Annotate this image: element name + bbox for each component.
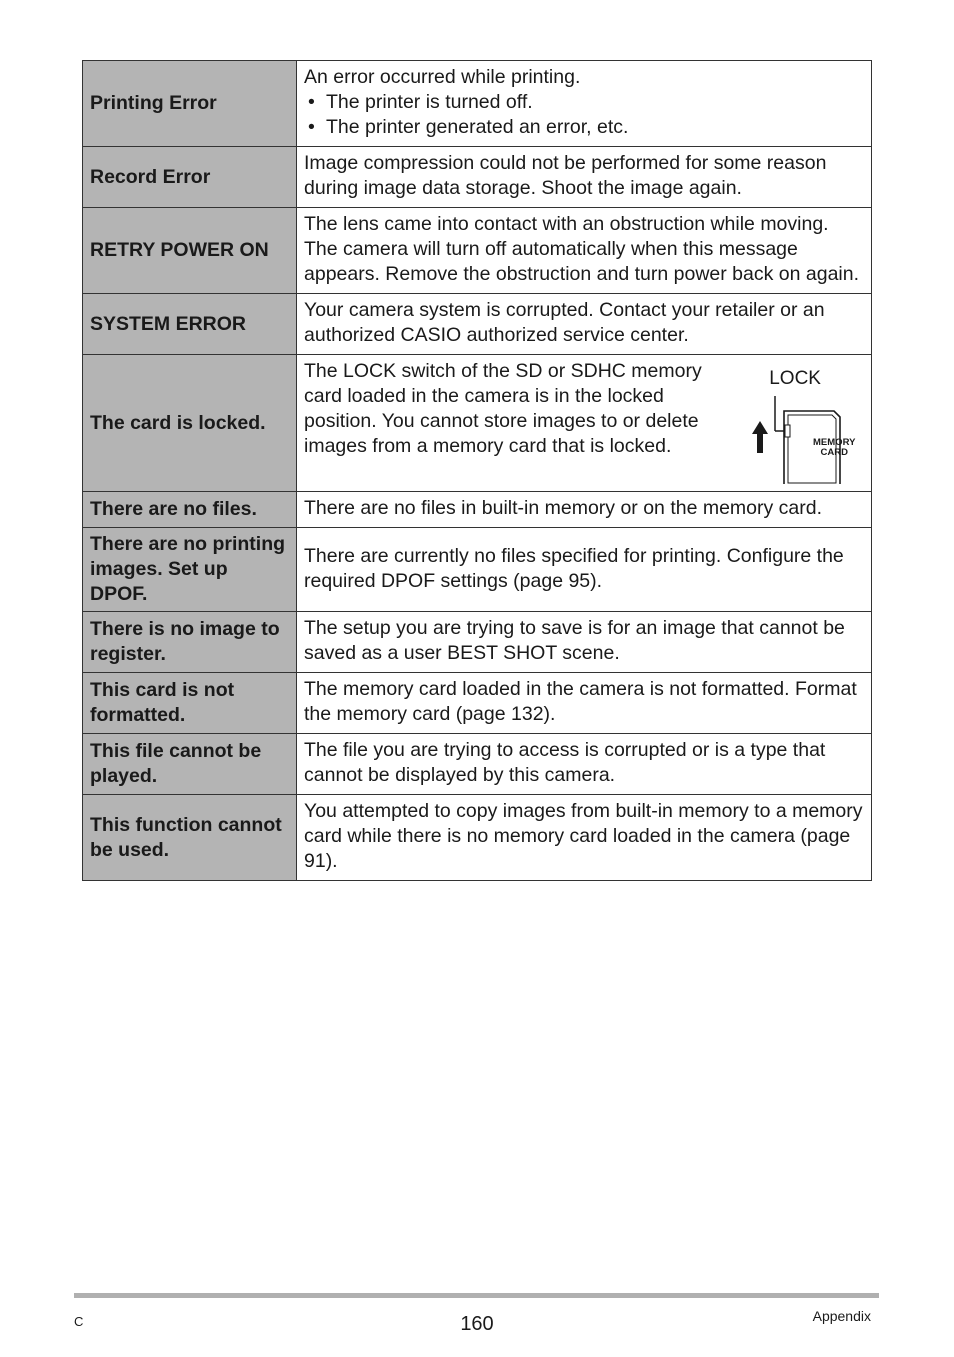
table-row	[83, 355, 872, 492]
message-label: Record Error	[83, 147, 297, 208]
table-row	[83, 673, 872, 734]
message-description: The LOCK switch of the SD or SDHC memory card loaded in the camera is in the locked position. You cannot store images to or delete images from a memory card that is locked.	[304, 360, 702, 457]
table-row	[83, 147, 872, 208]
message-description: You attempted to copy images from built-in memory to a memory card while there is no memory card loaded in the camera (page 91).	[297, 795, 872, 881]
error-message-table	[82, 60, 872, 881]
section-name: Appendix	[812, 1308, 871, 1324]
message-description: An error occurred while printing.	[304, 66, 581, 88]
message-label: This card is not formatted.	[83, 673, 297, 734]
message-description: The lens came into contact with an obstruction while moving. The camera will turn off automatically when this message appears. Remove the obstruction and turn power back on again.	[297, 208, 872, 294]
footer-divider	[74, 1293, 879, 1298]
message-description: Your camera system is corrupted. Contact your retailer or an authorized CASIO authorized service center.	[297, 294, 872, 355]
message-description: The memory card loaded in the camera is not formatted. Format the memory card (page 132).	[297, 673, 872, 734]
message-description: There are no files in built-in memory or on the memory card.	[297, 492, 872, 528]
message-description: The setup you are trying to save is for an image that cannot be saved as a user BEST SHOT scene.	[297, 612, 872, 673]
bullet-item: • The printer is turned off.	[304, 90, 863, 115]
table-row	[83, 208, 872, 294]
message-label: There is no image to register.	[83, 612, 297, 673]
message-label: SYSTEM ERROR	[83, 294, 297, 355]
bullet-list	[304, 90, 863, 140]
table-row	[83, 795, 872, 881]
table-row	[83, 528, 872, 612]
message-description-cell	[297, 61, 872, 147]
message-label: There are no printing images. Set up DPOF.	[83, 528, 297, 612]
lock-label: LOCK	[769, 368, 821, 389]
message-label: RETRY POWER ON	[83, 208, 297, 294]
table-row	[83, 492, 872, 528]
table-row	[83, 61, 872, 147]
message-description: Image compression could not be performed for some reason during image data storage. Shoot the image again.	[297, 147, 872, 208]
card-label	[806, 438, 862, 458]
page-number: 160	[460, 1313, 494, 1335]
message-label: This file cannot be played.	[83, 734, 297, 795]
message-label: The card is locked.	[83, 355, 297, 492]
card-label-line: MEMORY	[813, 437, 856, 448]
message-description: There are currently no files specified for printing. Configure the required DPOF settings (page 95).	[297, 528, 872, 612]
message-description: The file you are trying to access is corrupted or is a type that cannot be displayed by this camera.	[297, 734, 872, 795]
table-row	[83, 294, 872, 355]
up-arrow-icon	[752, 421, 768, 453]
message-label: Printing Error	[83, 61, 297, 147]
memory-card-lock-illustration	[746, 359, 863, 484]
table-row	[83, 734, 872, 795]
footer-language-code: C	[74, 1314, 84, 1329]
table-row	[83, 612, 872, 673]
message-description-cell	[297, 355, 872, 492]
message-label: There are no files.	[83, 492, 297, 528]
card-label-line: CARD	[820, 447, 848, 458]
bullet-item: • The printer generated an error, etc.	[304, 115, 863, 140]
message-label: This function cannot be used.	[83, 795, 297, 881]
